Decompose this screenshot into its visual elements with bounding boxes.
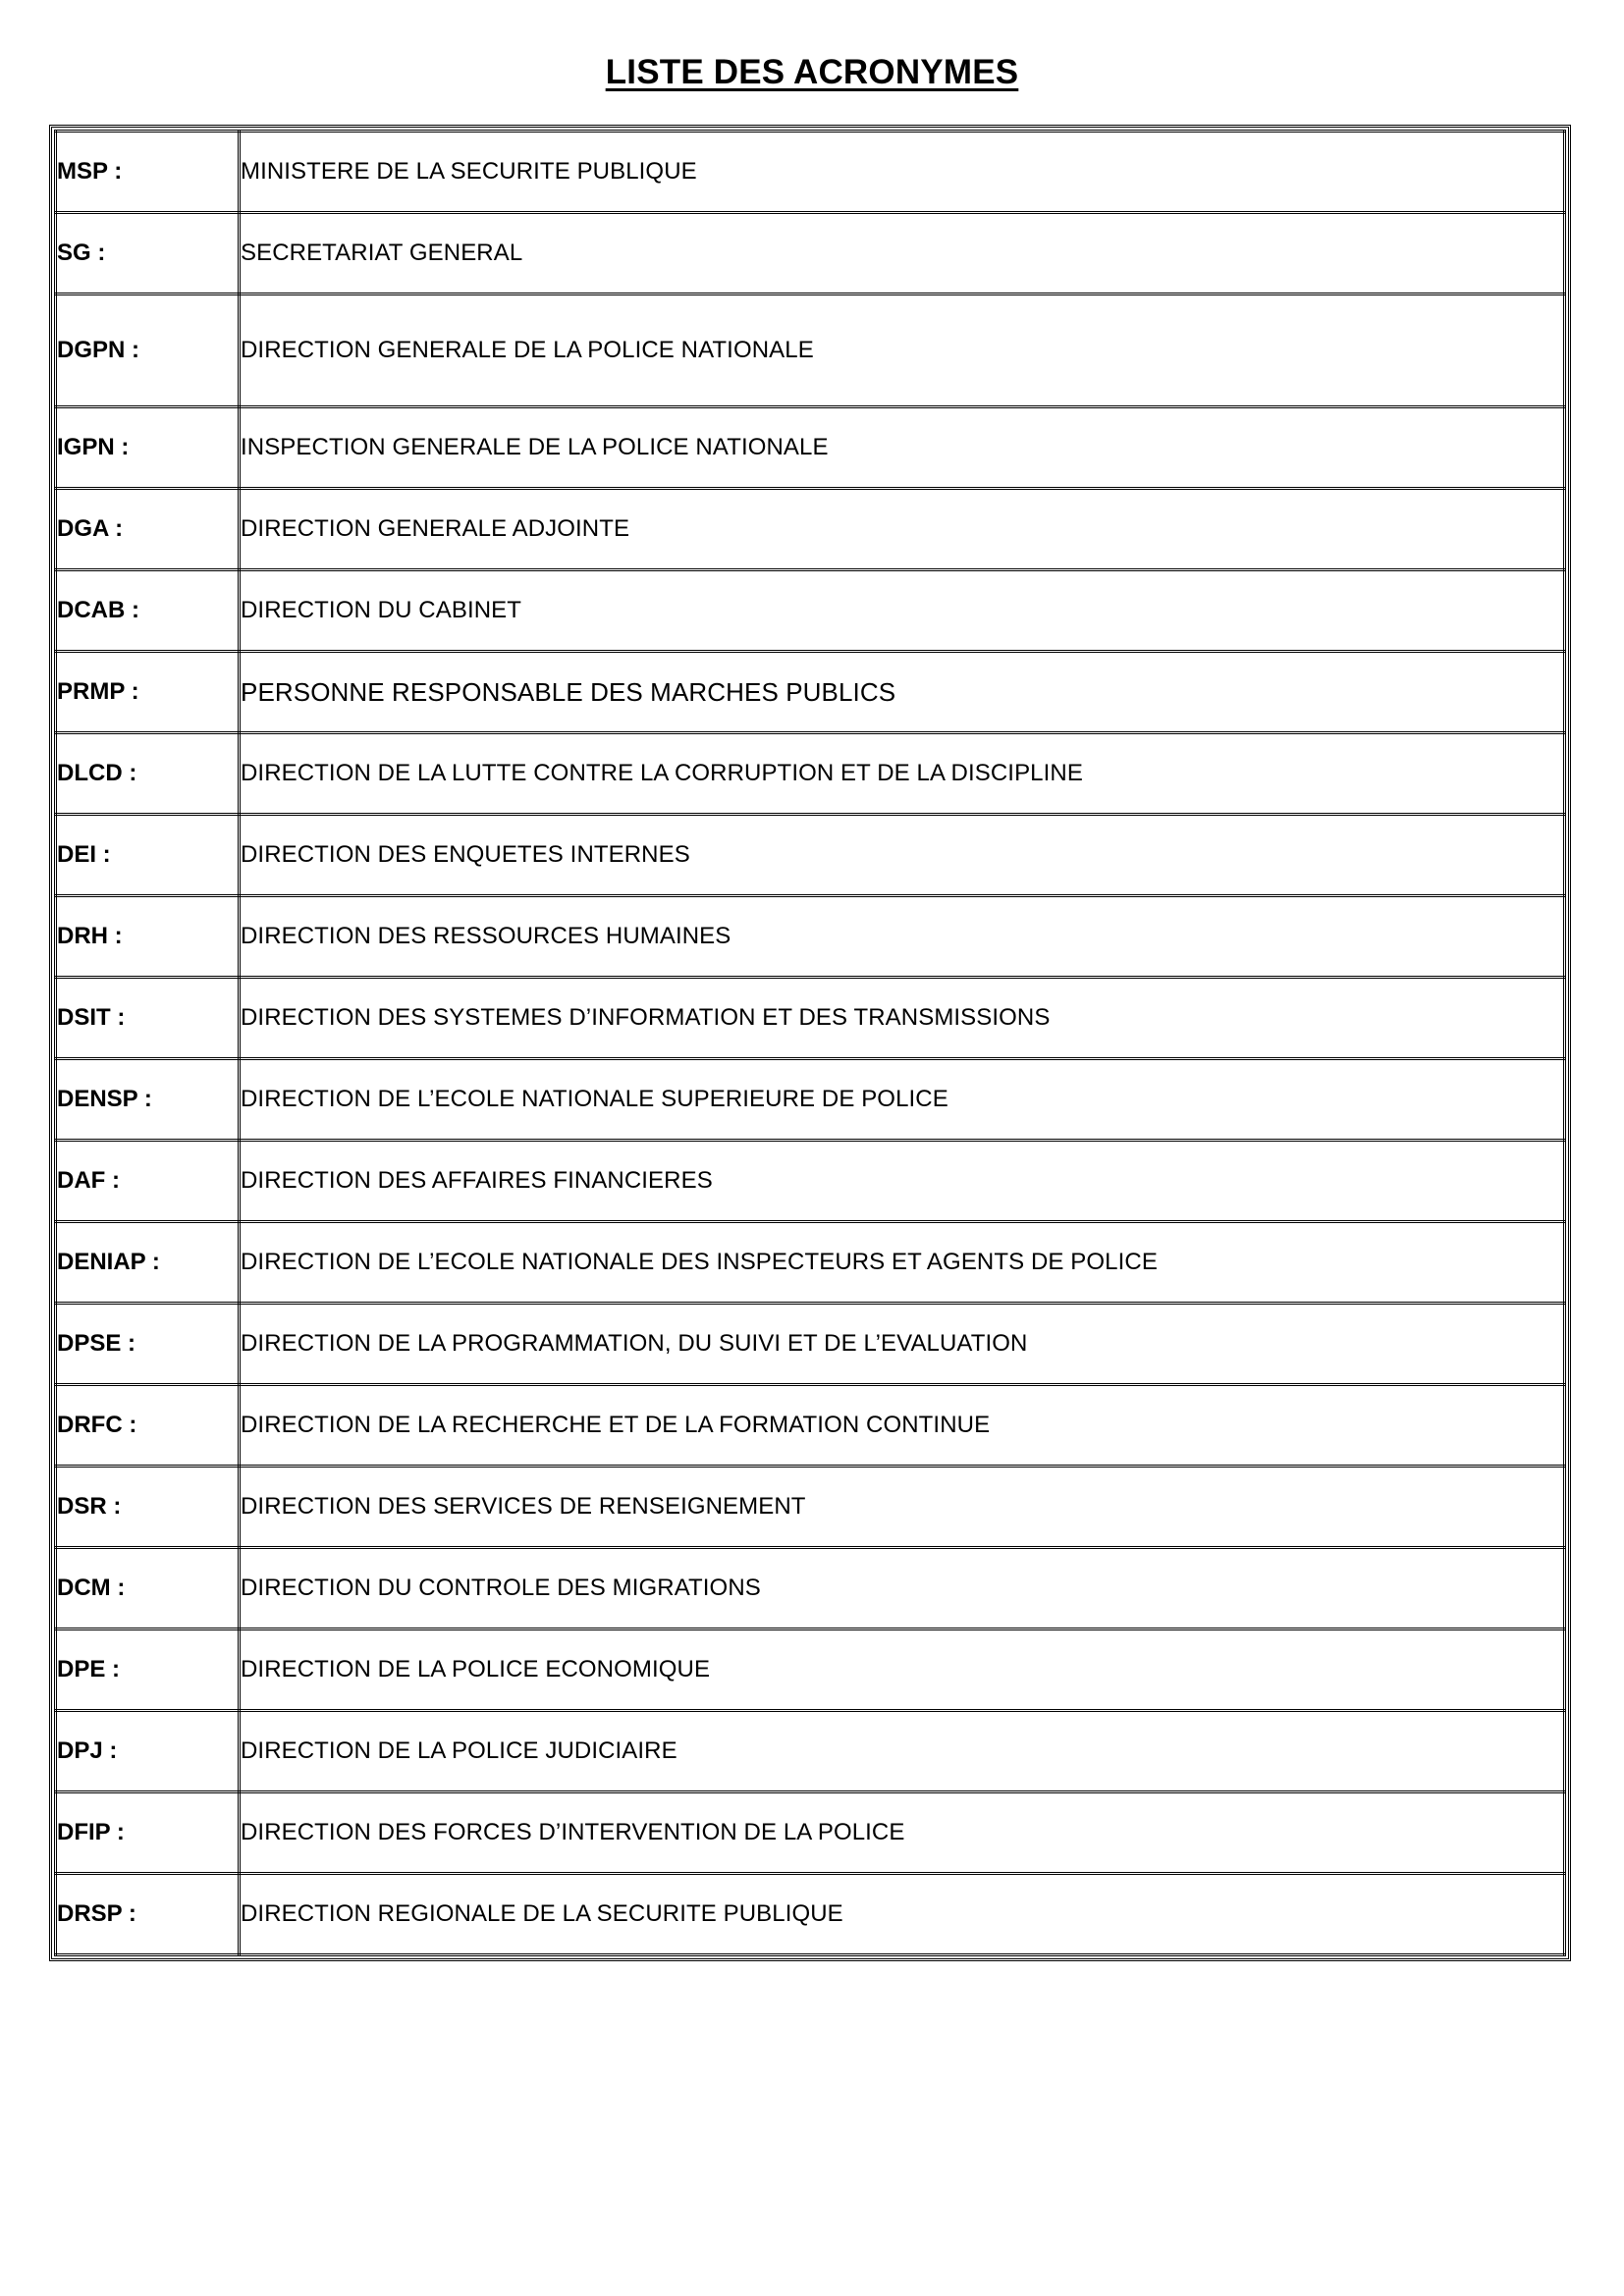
acronym-row [56, 733, 1565, 815]
acronym-cell: DAF : [56, 1141, 240, 1222]
definition-cell: DIRECTION DE LA POLICE JUDICIAIRE [240, 1711, 1565, 1792]
acronym-cell: DLCD : [56, 733, 240, 815]
acronym-table-grid [54, 130, 1566, 1956]
acronym-cell: DPSE : [56, 1304, 240, 1385]
definition-cell: DIRECTION GENERALE ADJOINTE [240, 489, 1565, 570]
acronym-table [49, 125, 1571, 1961]
acronym-cell: DGA : [56, 489, 240, 570]
acronym-cell: DRH : [56, 896, 240, 978]
acronym-row [56, 132, 1565, 213]
acronym-row [56, 570, 1565, 652]
acronym-cell: DCM : [56, 1548, 240, 1629]
acronym-row [56, 1792, 1565, 1874]
page-title: LISTE DES ACRONYMES [605, 53, 1019, 91]
definition-cell: DIRECTION DE L’ECOLE NATIONALE DES INSPECTEURS ET AGENTS DE POLICE [240, 1222, 1565, 1304]
acronym-row [56, 978, 1565, 1059]
acronym-row [56, 489, 1565, 570]
acronym-cell: DENIAP : [56, 1222, 240, 1304]
acronym-row [56, 213, 1565, 294]
definition-cell: DIRECTION REGIONALE DE LA SECURITE PUBLIQUE [240, 1874, 1565, 1955]
acronym-row [56, 815, 1565, 896]
definition-cell: DIRECTION DES ENQUETES INTERNES [240, 815, 1565, 896]
definition-cell: PERSONNE RESPONSABLE DES MARCHES PUBLICS [240, 652, 1565, 733]
definition-cell: DIRECTION GENERALE DE LA POLICE NATIONALE [240, 294, 1565, 407]
definition-cell: DIRECTION DES RESSOURCES HUMAINES [240, 896, 1565, 978]
acronym-row [56, 652, 1565, 733]
definition-cell: DIRECTION DE LA PROGRAMMATION, DU SUIVI ET DE L’EVALUATION [240, 1304, 1565, 1385]
acronym-cell: PRMP : [56, 652, 240, 733]
definition-cell: DIRECTION DE LA LUTTE CONTRE LA CORRUPTION ET DE LA DISCIPLINE [240, 733, 1565, 815]
acronym-cell: DFIP : [56, 1792, 240, 1874]
definition-cell: DIRECTION DE LA RECHERCHE ET DE LA FORMATION CONTINUE [240, 1385, 1565, 1467]
acronym-row [56, 1304, 1565, 1385]
acronym-row [56, 1141, 1565, 1222]
acronym-cell: DEI : [56, 815, 240, 896]
acronym-cell: DPE : [56, 1629, 240, 1711]
acronym-row [56, 1467, 1565, 1548]
acronym-row [56, 1629, 1565, 1711]
definition-cell: DIRECTION DE LA POLICE ECONOMIQUE [240, 1629, 1565, 1711]
acronym-cell: DCAB : [56, 570, 240, 652]
definition-cell: MINISTERE DE LA SECURITE PUBLIQUE [240, 132, 1565, 213]
definition-cell: DIRECTION DES SYSTEMES D’INFORMATION ET DES TRANSMISSIONS [240, 978, 1565, 1059]
acronym-cell: DENSP : [56, 1059, 240, 1141]
acronym-cell: DSR : [56, 1467, 240, 1548]
acronym-cell: DRFC : [56, 1385, 240, 1467]
acronym-cell: IGPN : [56, 407, 240, 489]
definition-cell: INSPECTION GENERALE DE LA POLICE NATIONALE [240, 407, 1565, 489]
acronym-row [56, 1548, 1565, 1629]
acronym-cell: MSP : [56, 132, 240, 213]
acronym-cell: DGPN : [56, 294, 240, 407]
acronym-row [56, 1385, 1565, 1467]
definition-cell: DIRECTION DU CONTROLE DES MIGRATIONS [240, 1548, 1565, 1629]
definition-cell: SECRETARIAT GENERAL [240, 213, 1565, 294]
acronym-cell: DPJ : [56, 1711, 240, 1792]
acronym-row [56, 294, 1565, 407]
acronym-row [56, 1711, 1565, 1792]
definition-cell: DIRECTION DU CABINET [240, 570, 1565, 652]
acronym-row [56, 1222, 1565, 1304]
acronym-cell: DRSP : [56, 1874, 240, 1955]
definition-cell: DIRECTION DES AFFAIRES FINANCIERES [240, 1141, 1565, 1222]
acronym-cell: DSIT : [56, 978, 240, 1059]
definition-cell: DIRECTION DE L’ECOLE NATIONALE SUPERIEURE DE POLICE [240, 1059, 1565, 1141]
acronym-table-body [56, 132, 1565, 1955]
acronym-cell: SG : [56, 213, 240, 294]
definition-cell: DIRECTION DES FORCES D’INTERVENTION DE LA POLICE [240, 1792, 1565, 1874]
definition-cell: DIRECTION DES SERVICES DE RENSEIGNEMENT [240, 1467, 1565, 1548]
acronym-row [56, 1059, 1565, 1141]
acronym-row [56, 896, 1565, 978]
acronym-row [56, 407, 1565, 489]
acronym-row [56, 1874, 1565, 1955]
